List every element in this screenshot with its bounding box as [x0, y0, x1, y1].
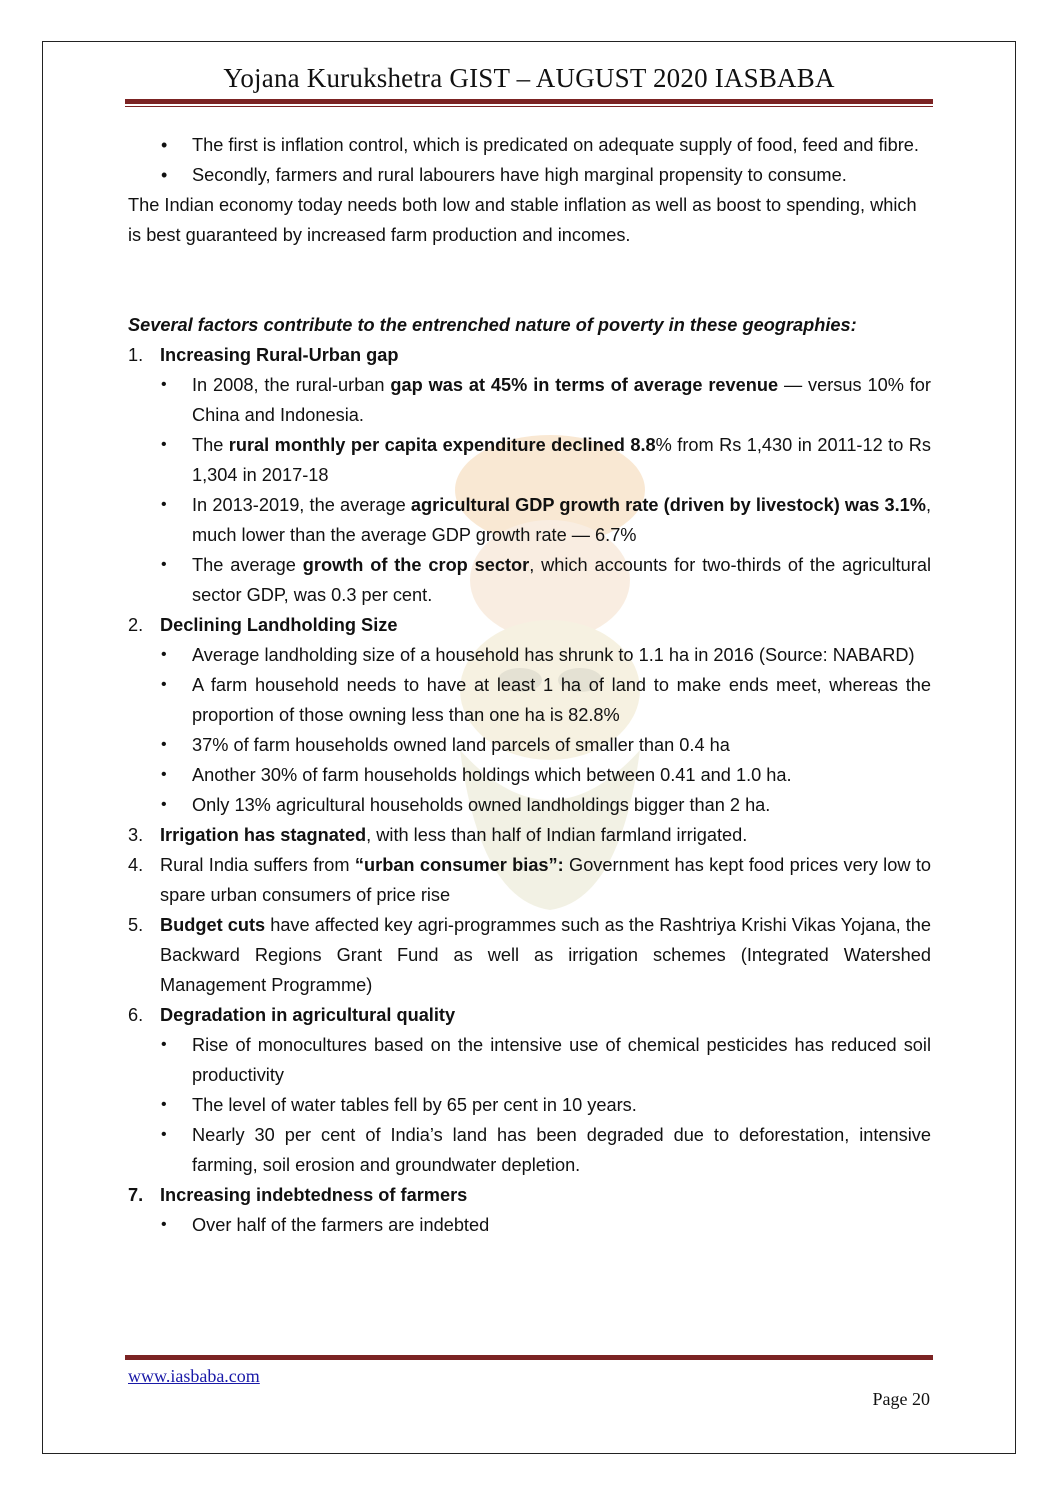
factor-text: , with less than half of Indian farmland irrigated.: [366, 825, 748, 845]
list-item: • Rise of monocultures based on the intensive use of chemical pesticides has reduced soil productivity: [128, 1030, 931, 1090]
factors-list-cont-2: [128, 610, 931, 640]
list-number: 4.: [128, 855, 144, 875]
list-number: 5.: [128, 915, 144, 935]
list-item: • Only 13% agricultural households owned landholdings bigger than 2 ha.: [128, 790, 931, 820]
factor-text: Government has kept food prices very low to spare urban consumers of price rise: [160, 855, 931, 905]
factor-item-3: [128, 820, 931, 850]
list-item: • Another 30% of farm households holdings which between 0.41 and 1.0 ha.: [128, 760, 931, 790]
list-item: • Secondly, farmers and rural labourers have high marginal propensity to consume.: [128, 160, 931, 190]
factor-item-6: [128, 1000, 931, 1030]
page-header-title: Yojana Kurukshetra GIST – AUGUST 2020 IASBABA: [223, 63, 835, 93]
list-item: • The rural monthly per capita expenditure declined 8.8% from Rs 1,430 in 2011-12 to Rs 1,304 in 2017-18: [128, 430, 931, 490]
intro-bullet-list: [128, 130, 931, 190]
factor-item-5: [128, 910, 931, 1000]
factor-2-bullets: [128, 640, 931, 820]
header-rule: [125, 99, 933, 104]
factor-title: Irrigation has stagnated: [160, 825, 367, 845]
list-item: • Average landholding size of a household has shrunk to 1.1 ha in 2016 (Source: NABARD): [128, 640, 931, 670]
factor-item-7: [128, 1180, 931, 1210]
list-number: 7.: [128, 1185, 144, 1205]
list-item: • 37% of farm households owned land parcels of smaller than 0.4 ha: [128, 730, 931, 760]
list-number: 2.: [128, 615, 144, 635]
factor-title: Budget cuts: [160, 915, 266, 935]
list-number: 1.: [128, 345, 144, 365]
factor-item-1: [128, 340, 931, 370]
factor-title: Increasing Rural-Urban gap: [160, 345, 399, 365]
factor-title: Increasing indebtedness of farmers: [160, 1185, 468, 1205]
list-item: • The level of water tables fell by 65 per cent in 10 years.: [128, 1090, 931, 1120]
footer-rule: [125, 1355, 933, 1360]
list-item: • Nearly 30 per cent of India’s land has been degraded due to deforestation, intensive farming, soil erosion and groundwater depletion.: [128, 1120, 931, 1180]
factor-title: Degradation in agricultural quality: [160, 1005, 456, 1025]
factor-6-bullets: [128, 1030, 931, 1180]
factor-item-2: [128, 610, 931, 640]
factors-list-cont-7: [128, 1180, 931, 1210]
factors-list-cont-3: [128, 820, 931, 1030]
factor-7-bullets: [128, 1210, 931, 1240]
factor-title: “urban consumer bias”:: [354, 855, 564, 875]
list-item: • Over half of the farmers are indebted: [128, 1210, 931, 1240]
website-link[interactable]: www.iasbaba.com: [128, 1366, 260, 1386]
header-rule-thin: [125, 106, 933, 107]
factor-1-bullets: [128, 370, 931, 610]
list-item: • In 2008, the rural-urban gap was at 45% in terms of average revenue — versus 10% for China and Indonesia.: [128, 370, 931, 430]
factor-item-4: [128, 850, 931, 910]
factors-list: [128, 340, 931, 370]
list-item: • In 2013-2019, the average agricultural GDP growth rate (driven by livestock) was 3.1%, much lower than the average GDP growth rate — 6.7%: [128, 490, 931, 550]
list-item: • A farm household needs to have at least 1 ha of land to make ends meet, whereas the proportion of those owning less than one ha is 82.8%: [128, 670, 931, 730]
list-item: • The average growth of the crop sector, which accounts for two-thirds of the agricultural sector GDP, was 0.3 per cent.: [128, 550, 931, 610]
list-item: • The first is inflation control, which is predicated on adequate supply of food, feed and fibre.: [128, 130, 931, 160]
factor-text: Rural India suffers from: [160, 855, 355, 875]
factor-title: Declining Landholding Size: [160, 615, 398, 635]
main-content: [128, 130, 931, 1240]
page-number: Page 20: [872, 1389, 930, 1409]
factor-text: have affected key agri-programmes such as the Rashtriya Krishi Vikas Yojana, the Backward Regions Grant Fund as well as irrigation schemes (Integrated Watershed Management Programme): [160, 915, 931, 995]
list-number: 6.: [128, 1005, 144, 1025]
list-number: 3.: [128, 825, 144, 845]
intro-paragraph: The Indian economy today needs both low and stable inflation as well as boost to spending, which is best guaranteed by increased farm production and incomes.: [128, 195, 917, 245]
section-heading: Several factors contribute to the entrenched nature of poverty in these geographies:: [128, 315, 857, 335]
